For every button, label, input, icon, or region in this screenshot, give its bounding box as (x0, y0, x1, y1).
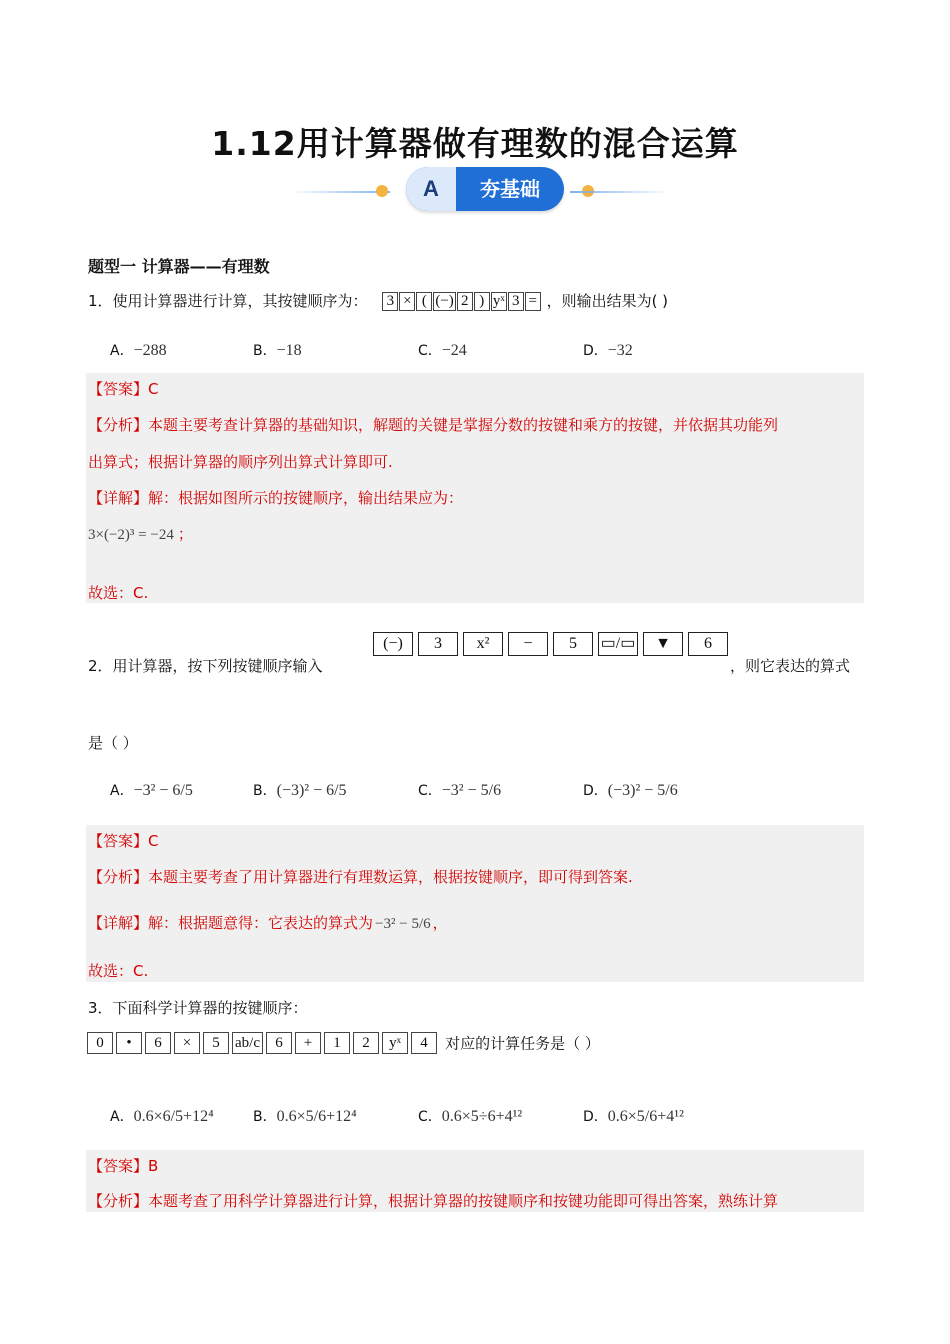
banner-pill (406, 167, 564, 211)
key-5: 5 (203, 1032, 229, 1054)
q1-stem (88, 290, 668, 311)
q3-option-c: C．0.6×5÷6+4¹² (418, 1108, 523, 1125)
q2-solution-box (86, 825, 864, 982)
key-fraction: ▭/▭ (598, 632, 638, 656)
q2-stem-pre: 2．用计算器，按下列按键顺序输入 (88, 657, 323, 675)
key-6: 6 (145, 1032, 171, 1054)
q1-stem-post: ，则输出结果为( ) (546, 292, 669, 310)
q2-detail: 【详解】解：根据题意得：它表达的算式为 −3² − 5/6 ， (88, 914, 448, 932)
q2-answer: 【答案】C (88, 832, 159, 850)
q3-analysis: 【分析】本题考查了用科学计算器进行计算，根据计算器的按键顺序和按键功能即可得出答案，熟练计算 (88, 1192, 779, 1210)
q2-option-c: C．−3² − 5/6 (418, 782, 502, 799)
q1-option-a: A．−288 (110, 342, 167, 359)
q1-analysis-line1: 【分析】本题主要考查计算器的基础知识，解题的关键是掌握分数的按键和乘方的按键，并依据其功能列 (88, 416, 779, 434)
key-6: 6 (688, 632, 728, 656)
q1-option-b: B．−18 (253, 342, 302, 359)
banner-letter: A (406, 167, 456, 211)
key-power: yˣ (382, 1032, 408, 1054)
key-3b: 3 (508, 292, 524, 311)
q3-solution-box (86, 1150, 864, 1212)
key-negative: (−) (373, 632, 413, 656)
q2-stem-tail: 是（ ） (88, 734, 138, 752)
key-0: 0 (87, 1032, 113, 1054)
q3-key-sequence (87, 1032, 600, 1054)
q1-stem-pre: 1．使用计算器进行计算，其按键顺序为： (88, 292, 368, 310)
key-5: 5 (553, 632, 593, 656)
key-down-arrow: ▼ (643, 632, 683, 656)
key-2: 2 (353, 1032, 379, 1054)
q1-analysis-line2: 出算式；根据计算器的顺序列出算式计算即可. (88, 453, 393, 471)
q3-option-a: A．0.6×6/5+12⁴ (110, 1108, 214, 1125)
q1-choice: 故选：C. (88, 584, 149, 602)
q2-choice: 故选：C. (88, 962, 149, 980)
key-6b: 6 (266, 1032, 292, 1054)
page-title: 1.12用计算器做有理数的混合运算 (211, 124, 739, 163)
q1-formula: 3×(−2)³ = −24 ； (88, 527, 193, 543)
key-equals: = (525, 292, 541, 311)
key-multiply: × (174, 1032, 200, 1054)
section-heading: 题型一 计算器——有理数 (88, 257, 270, 276)
key-plus: + (295, 1032, 321, 1054)
q1-answer: 【答案】C (88, 380, 159, 398)
banner-line-right (570, 191, 670, 193)
banner-line-left (290, 191, 390, 193)
q2-stem-post: ，则它表达的算式 (730, 657, 851, 675)
q2-analysis: 【分析】本题主要考查了用计算器进行有理数运算，根据按键顺序，即可得到答案. (88, 868, 633, 886)
q2-option-a: A．−3² − 6/5 (110, 782, 193, 799)
q1-option-c: C．−24 (418, 342, 467, 359)
key-minus: − (508, 632, 548, 656)
q3-option-b: B．0.6×5/6+12⁴ (253, 1108, 357, 1125)
key-4: 4 (411, 1032, 437, 1054)
key-negative: (−) (435, 293, 454, 309)
q3-stem: 3．下面科学计算器的按键顺序： (88, 999, 308, 1017)
q1-key-sequence (382, 292, 546, 310)
key-3: 3 (418, 632, 458, 656)
key-multiply: × (399, 292, 415, 311)
q2-option-b: B．(−3)² − 6/5 (253, 782, 347, 799)
q2-key-sequence (373, 632, 733, 656)
banner-dot-left (376, 185, 388, 197)
level-banner (290, 164, 670, 220)
key-2: 2 (457, 292, 473, 311)
q3-option-d: D．0.6×5/6+4¹² (583, 1108, 684, 1125)
key-fraction: ab/c (232, 1032, 263, 1054)
key-open-paren: ( (416, 292, 432, 311)
key-close-paren: ) (474, 292, 490, 311)
q1-detail: 【详解】解：根据如图所示的按键顺序，输出结果应为： (88, 489, 464, 507)
key-1: 1 (324, 1032, 350, 1054)
q1-solution-box (86, 373, 864, 603)
q3-stem-post: 对应的计算任务是（ ） (445, 1034, 600, 1053)
banner-label: 夯基础 (480, 177, 540, 201)
q2-option-d: D．(−3)² − 5/6 (583, 782, 678, 799)
q1-option-d: D．−32 (583, 342, 633, 359)
key-power: yˣ (491, 292, 507, 311)
q3-answer: 【答案】B (88, 1157, 159, 1175)
key-square: x² (463, 632, 503, 656)
key-decimal: • (116, 1032, 142, 1054)
key-3: 3 (382, 292, 398, 311)
